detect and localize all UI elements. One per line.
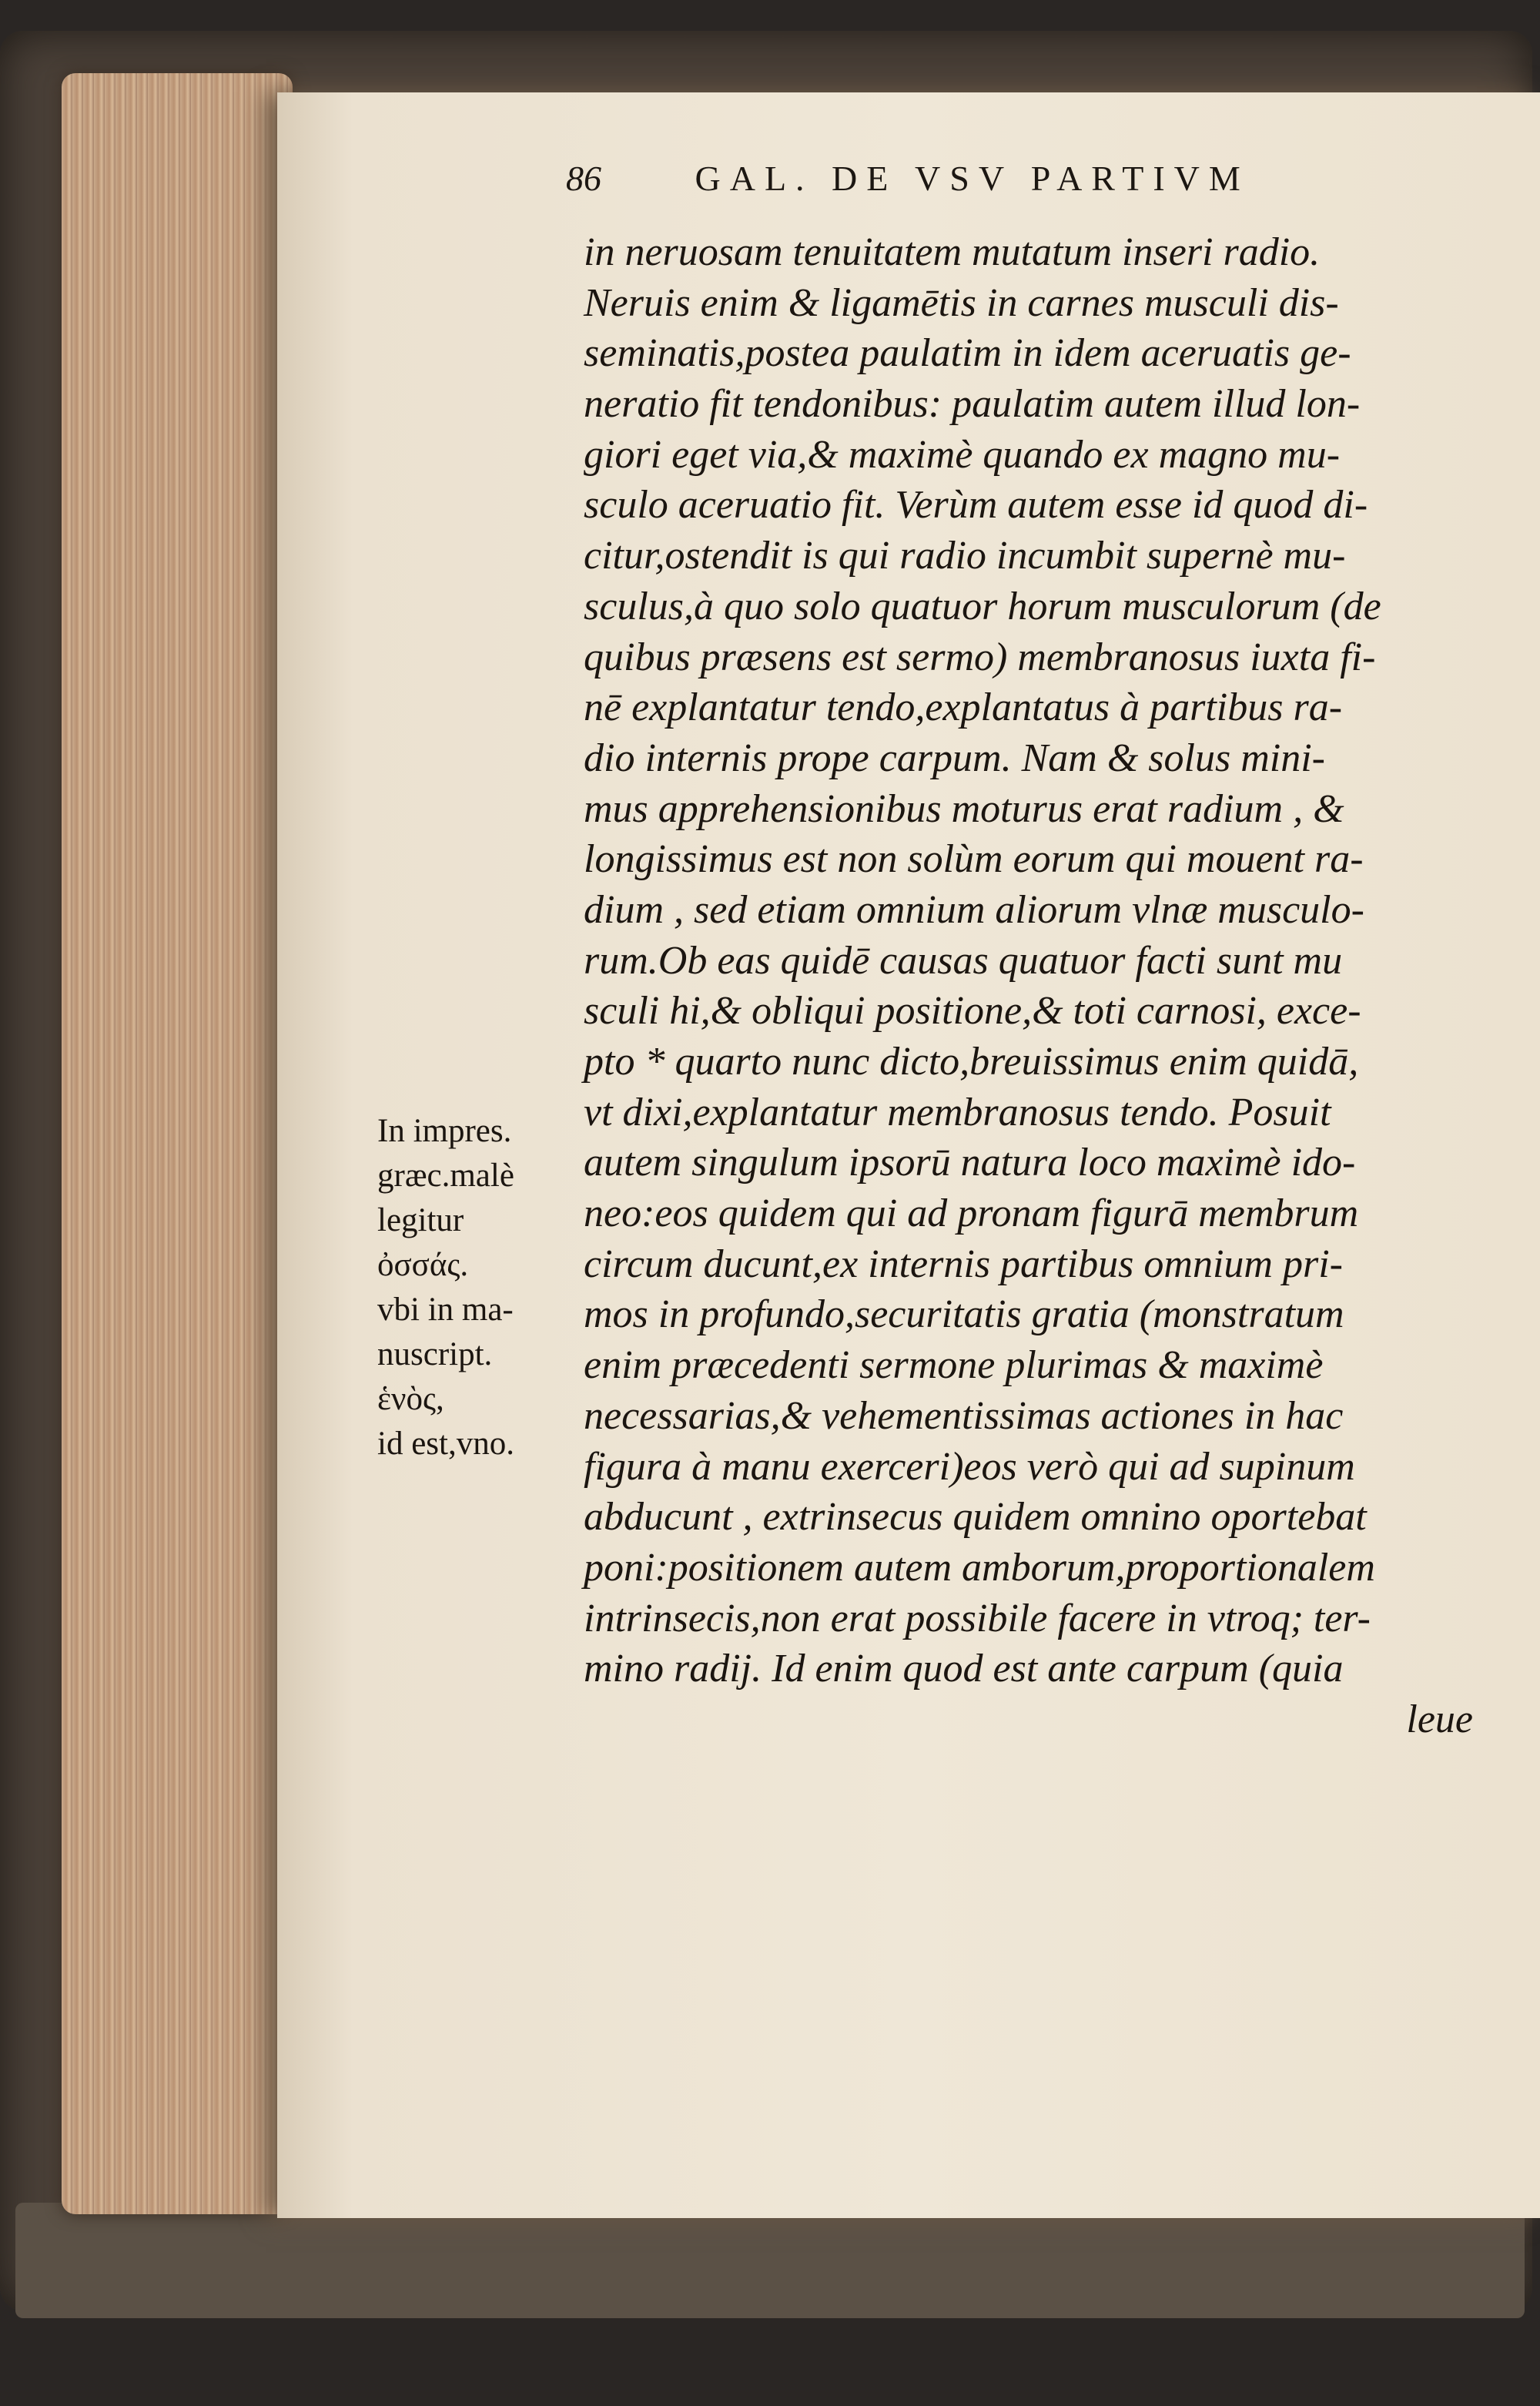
text-line: quibus præsens est sermo) membranosus iuxta fi- (584, 635, 1376, 679)
text-line: mino radij. Id enim quod est ante carpum (quia (584, 1647, 1344, 1691)
page-edges (62, 73, 293, 2214)
text-line: neo:eos quidem qui ad pronam figurā membrum (584, 1191, 1359, 1236)
body-text (584, 227, 1508, 1745)
text-line: citur,ostendit is qui radio incumbit supernè mu- (584, 534, 1346, 578)
text-line: nē explantatur tendo,explantatus à partibus ra- (584, 685, 1343, 730)
text-line: intrinsecis,non erat possibile facere in vtroq; ter- (584, 1596, 1371, 1640)
margin-note-line: græc.malè (377, 1158, 514, 1194)
text-line: neratio fit tendonibus: paulatim autem illud lon- (584, 382, 1361, 427)
text-line: dium , sed etiam omnium aliorum vlnæ musculo- (584, 887, 1364, 932)
text-line: necessarias,& vehementissimas actiones in hac (584, 1393, 1344, 1438)
text-line: vt dixi,explantatur membranosus tendo. Posuit (584, 1090, 1331, 1134)
margin-note-line: legitur (377, 1202, 464, 1238)
text-line: mus apprehensionibus moturus erat radium , & (584, 786, 1344, 831)
catchword: leue (1406, 1697, 1473, 1741)
text-line: figura à manu exerceri)eos verò qui ad supinum (584, 1444, 1355, 1489)
text-line: pto * quarto nunc dicto,breuissimus enim quidā, (584, 1040, 1359, 1084)
text-line: abducunt , extrinsecus quidem omnino oportebat (584, 1495, 1367, 1540)
margin-note-line: ὀσσάς. (377, 1247, 469, 1283)
margin-note-line: In impres. (377, 1113, 512, 1149)
margin-note-line: ἑνὸς, (377, 1381, 444, 1417)
margin-note-line: id est,vno. (377, 1426, 514, 1462)
text-line: poni:positionem autem amborum,proportionalem (584, 1545, 1375, 1590)
text-line: rum.Ob eas quidē causas quatuor facti sunt mu (584, 938, 1343, 983)
text-line: sculus,à quo solo quatuor horum musculorum (de (584, 584, 1381, 628)
running-head-title: GAL. DE VSV PARTIVM (695, 159, 1250, 198)
text-line: seminatis,postea paulatim in idem aceruatis ge- (584, 331, 1351, 376)
margin-note-line: vbi in ma- (377, 1292, 514, 1328)
text-line: longissimus est non solùm eorum qui mouent ra- (584, 837, 1364, 882)
running-head (566, 158, 1413, 204)
text-line: in neruosam tenuitatem mutatum inseri radio. (584, 230, 1321, 274)
text-line: circum ducunt,ex internis partibus omnium pri- (584, 1242, 1343, 1286)
page-number: 86 (566, 159, 601, 198)
margin-note (377, 1109, 585, 1466)
text-line: enim præcedenti sermone plurimas & maximè (584, 1343, 1324, 1388)
text-line: autem singulum ipsorū natura loco maximè ido- (584, 1141, 1356, 1185)
text-line: giori eget via,& maximè quando ex magno mu- (584, 432, 1341, 477)
text-line: dio internis prope carpum. Nam & solus mini- (584, 736, 1325, 780)
book-cover-lower-edge (15, 2203, 1525, 2318)
text-line: sculo aceruatio fit. Verùm autem esse id quod di- (584, 483, 1368, 528)
margin-note-line: nuscript. (377, 1336, 493, 1372)
text-line: mos in profundo,securitatis gratia (monstratum (584, 1292, 1344, 1337)
text-line: Neruis enim & ligamētis in carnes musculi dis- (584, 280, 1339, 325)
text-line: sculi hi,& obliqui positione,& toti carnosi, exce- (584, 989, 1361, 1034)
